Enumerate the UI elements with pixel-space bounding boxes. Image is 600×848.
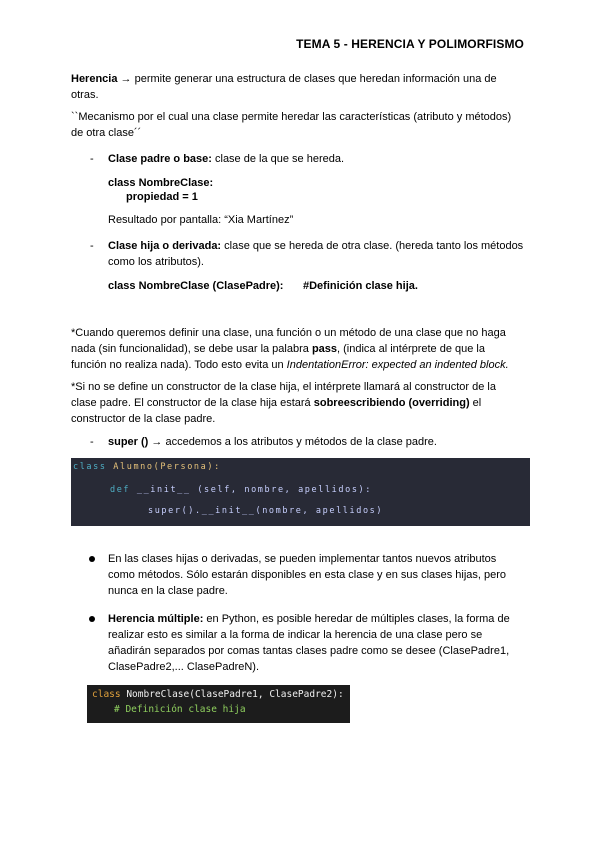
code-keyword-class: class [73,462,107,472]
code-class-signature: NombreClase(ClasePadre1, ClasePadre2): [120,689,344,700]
dash-marker: - [90,240,94,252]
bullet-1-line-3: nunca en la clase padre. [108,585,228,597]
note-pass-line-1: *Cuando queremos definir una clase, una función o un método de una clase que no haga [71,327,506,339]
intro-line-2: otras. [71,89,99,101]
definition-quote [71,109,541,141]
child-class-comment: #Definición clase hija. [303,280,418,292]
child-class-desc: clase que se hereda de otra clase. (hereda tanto los métodos [221,240,524,252]
child-class-item [108,238,548,270]
bullet-dot [89,556,95,562]
dash-marker: - [90,153,94,165]
result-output-text: Resultado por pantalla: “Xia Martínez” [108,214,294,226]
quote-line-1: ``Mecanismo por el cual una clase permite heredar las características (atributo y métodos) [71,111,512,123]
intro-line-1-rest: permite generar una estructura de clases que heredan información una de [131,73,497,85]
child-class-code: class NombreClase (ClasePadre): [108,280,284,292]
note-constructor-line-2 [71,395,541,411]
bullet-2-line-4: ClasePadre2,... ClasePadreN). [108,661,260,673]
code-def-rest: __init__ (self, nombre, apellidos): [130,485,372,495]
intro-term: Herencia [71,73,118,85]
bullet-2-line-3: añadirán separados por comas tantas clases padre como se desee (ClasePadre1, [108,645,510,657]
super-item [108,434,437,450]
super-term: super () [108,436,149,448]
note-constructor-line-1: *Si no se define un constructor de la clase hija, el intérprete llamará al constructor de la [71,381,496,393]
code-keyword-def: def [110,485,131,495]
page-title: TEMA 5 - HERENCIA Y POLIMORFISMO [296,37,524,51]
parent-class-code-line-2: propiedad = 1 [126,191,198,203]
note-pass-line-2 [71,341,541,357]
parent-class-desc: clase de la que se hereda. [211,153,345,165]
note-pass-line-2-b: , (indica al intérprete de que la [337,343,485,355]
bullet-2-line-2: realizar esto es similar a la forma de indicar la herencia de una clase pero se [108,629,483,641]
quote-line-2: de otra clase´´ [71,127,142,139]
parent-class-code-line-1: class NombreClase: [108,177,214,189]
arrow-glyph: → [120,73,132,85]
code-class-name: Alumno(Persona): [106,462,221,472]
code-comment-line: # Definición clase hija [114,704,246,715]
bullet-item-multiple-inheritance [108,611,548,675]
bullet-item-derived-classes [108,551,538,599]
super-desc: → accedemos a los atributos y métodos de la clase padre. [148,436,437,448]
note-pass-line-3 [71,357,541,373]
child-class-line-2: como los atributos). [108,256,204,268]
intro-line-1 [71,71,531,87]
child-class-line-1 [108,238,548,254]
code-block-inheritance [71,458,530,526]
note-constructor-line-3: constructor de la clase padre. [71,413,216,425]
code-line-super: super().__init__(nombre, apellidos) [148,506,384,516]
code-line-class-multiple [92,689,344,700]
note-pass-line-3-a: función no realiza nada). Todo esto evita un [71,359,287,371]
code-block-multiple-inheritance [87,685,350,723]
child-class-term: Clase hija o derivada: [108,240,222,252]
parent-class-item [108,151,528,167]
code-line-def [110,485,372,495]
keyword-pass: pass [311,343,338,355]
note-pass-paragraph [71,325,541,373]
indentation-error-text: IndentationError: expected an indented block. [286,359,509,371]
multiple-inheritance-term: Herencia múltiple: [108,613,204,625]
overriding-term: sobreescribiendo (overriding) [313,397,470,409]
bullet-2-line-1 [108,611,548,627]
bullet-1-line-1: En las clases hijas o derivadas, se pueden implementar tantos nuevos atributos [108,553,497,565]
code-keyword-class: class [92,689,121,700]
intro-paragraph [71,71,531,103]
dash-marker: - [90,436,94,448]
parent-class-term: Clase padre o base: [108,153,212,165]
code-line-class [73,462,221,472]
note-constructor-line-2-a: clase padre. El constructor de la clase hija estará [71,397,314,409]
bullet-dot [89,616,95,622]
note-constructor-paragraph [71,379,541,427]
note-pass-line-2-a: nada (sin funcionalidad), se debe usar la palabra [71,343,312,355]
bullet-1-line-2: como métodos. Sólo estarán disponibles en esta clase y en sus clases hijas, pero [108,569,507,581]
note-constructor-line-2-b: el [469,397,482,409]
bullet-2-line-1-rest: en Python, es posible heredar de múltiples clases, la forma de [203,613,510,625]
